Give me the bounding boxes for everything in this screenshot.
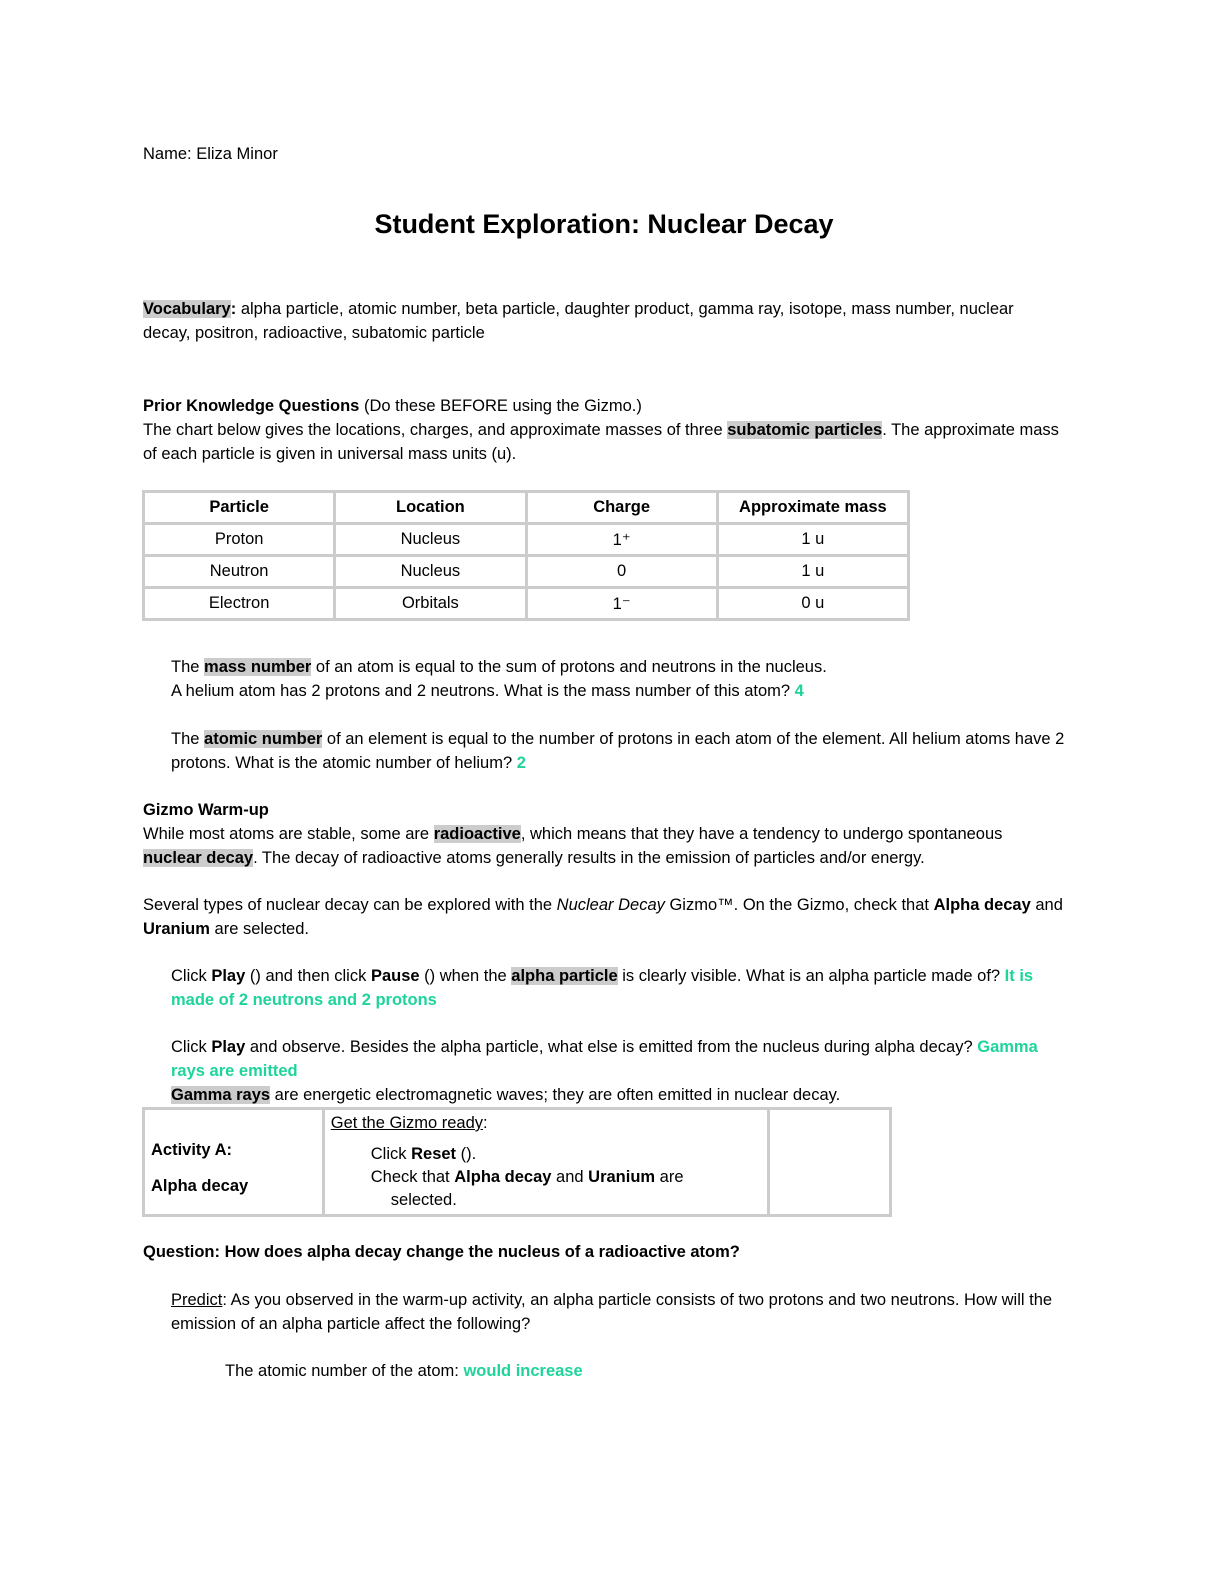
cell: Neutron	[144, 556, 335, 588]
pause-label: Pause	[370, 967, 420, 985]
header-mass: Approximate mass	[717, 492, 908, 524]
table-row	[144, 556, 909, 588]
step-check	[331, 1166, 768, 1189]
text: ().	[456, 1145, 477, 1163]
intro-text-end: . The approximate mass of each particle is given in universal mass units (u).	[143, 421, 1059, 463]
alpha-decay-option: Alpha decay	[454, 1168, 552, 1186]
text: Click	[171, 967, 212, 985]
text: of an atom is equal to the sum of protons and neutrons in the nucleus.	[311, 658, 827, 676]
vocabulary-label: Vocabulary	[143, 300, 231, 318]
uranium-option: Uranium	[588, 1168, 656, 1186]
cell: 0	[526, 556, 717, 588]
activity-a-table	[142, 1107, 892, 1217]
cell: Proton	[144, 524, 335, 556]
text: Several types of nuclear decay can be explored with the	[143, 896, 557, 914]
cell: 1⁻	[526, 588, 717, 620]
text: Gizmo™. On the Gizmo, check that	[664, 896, 934, 914]
activity-label-cell	[144, 1109, 324, 1216]
warmup-heading: Gizmo Warm-up	[143, 801, 269, 819]
header-particle: Particle	[144, 492, 335, 524]
term-atomic-number: atomic number	[204, 730, 323, 748]
uranium-option: Uranium	[143, 920, 210, 938]
answer-alpha-particle[interactable]: It is made of 2 neutrons and 2 protons	[171, 967, 1034, 1009]
activity-question: Question: How does alpha decay change the nucleus of a radioactive atom?	[143, 1243, 740, 1261]
prior-knowledge-note: (Do these BEFORE using the Gizmo.)	[363, 397, 642, 415]
term-radioactive: radioactive	[433, 825, 521, 843]
step-reset	[331, 1143, 768, 1166]
vocabulary-section	[143, 297, 1063, 345]
header-charge: Charge	[526, 492, 717, 524]
table-header-row	[144, 492, 909, 524]
vocabulary-colon: :	[230, 300, 237, 318]
intro-text: The chart below gives the locations, charges, and approximate masses of three	[143, 421, 728, 439]
answer-atomic-prediction[interactable]: would increase	[463, 1362, 583, 1380]
warmup-section	[143, 798, 1063, 870]
cell: 1 u	[717, 524, 908, 556]
ready-heading: Get the Gizmo ready	[330, 1114, 483, 1132]
text: While most atoms are stable, some are	[143, 825, 434, 843]
cell: Electron	[144, 588, 335, 620]
play-label: Play	[211, 1038, 246, 1056]
prediction-label: The atomic number of the atom:	[225, 1362, 464, 1380]
term-alpha-particle: alpha particle	[511, 967, 618, 985]
activity-label: Activity A:	[151, 1141, 232, 1159]
question-text: A helium atom has 2 protons and 2 neutrons. What is the mass number of this atom?	[171, 682, 795, 700]
text: Check that	[370, 1168, 455, 1186]
text: Click	[370, 1145, 412, 1163]
name-label: Name:	[143, 145, 192, 163]
header-location: Location	[335, 492, 526, 524]
mass-number-question	[171, 655, 827, 703]
cell: 0 u	[717, 588, 908, 620]
vocabulary-terms: alpha particle, atomic number, beta particle, daughter product, gamma ray, isotope, mass number, nuclear decay, positron, radioactive, subatomic particle	[143, 300, 1014, 342]
text: are	[655, 1168, 684, 1186]
cell: Nucleus	[335, 524, 526, 556]
answer-emission[interactable]: Gamma rays are emitted	[171, 1038, 1038, 1080]
cell: 1 u	[717, 556, 908, 588]
prior-knowledge-section	[143, 394, 1063, 466]
prior-knowledge-intro	[143, 418, 1063, 466]
term-subatomic-particles: subatomic particles	[727, 421, 883, 439]
image-cell	[769, 1109, 891, 1216]
answer-atomic-number[interactable]: 2	[516, 754, 526, 772]
play-label: Play	[211, 967, 246, 985]
gizmo-ready-cell	[323, 1109, 769, 1216]
table-row	[144, 588, 909, 620]
activity-name: Alpha decay	[151, 1177, 249, 1195]
cell: 1⁺	[526, 524, 717, 556]
gizmo-name: Nuclear Decay	[556, 896, 665, 914]
step-check-cont: selected.	[390, 1191, 457, 1209]
alpha-particle-question	[171, 964, 1061, 1012]
student-name-line	[143, 142, 278, 166]
text: and	[551, 1168, 589, 1186]
text: and	[1030, 896, 1063, 914]
particle-table	[142, 490, 910, 621]
alpha-decay-option: Alpha decay	[933, 896, 1031, 914]
predict-label: Predict	[171, 1291, 223, 1309]
text: are selected.	[209, 920, 309, 938]
question-text: and observe. Besides the alpha particle, what else is emitted from the nucleus during alpha decay?	[245, 1038, 978, 1056]
text: are energetic electromagnetic waves; they are often emitted in nuclear decay.	[270, 1086, 841, 1104]
text: :	[483, 1114, 488, 1132]
question-text: of an element is equal to the number of protons in each atom of the element. All helium atoms have 2 protons. What is the atomic number of helium?	[171, 730, 1065, 772]
reset-label: Reset	[411, 1145, 457, 1163]
term-mass-number: mass number	[204, 658, 312, 676]
predict-section	[171, 1288, 1061, 1336]
emission-question	[171, 1035, 1061, 1083]
text: Click	[171, 1038, 212, 1056]
question-text: is clearly visible. What is an alpha particle made of?	[617, 967, 1005, 985]
text: The	[171, 730, 205, 748]
text: () when the	[419, 967, 512, 985]
gamma-rays-note	[171, 1083, 840, 1107]
text: . The decay of radioactive atoms generally results in the emission of particles and/or energy.	[253, 849, 925, 867]
gizmo-instructions	[143, 893, 1063, 941]
atomic-number-prediction	[225, 1359, 583, 1383]
text: () and then click	[245, 967, 371, 985]
page-title: Student Exploration: Nuclear Decay	[374, 209, 834, 239]
answer-mass-number[interactable]: 4	[794, 682, 804, 700]
text: The	[171, 658, 205, 676]
cell: Nucleus	[335, 556, 526, 588]
text: , which means that they have a tendency to undergo spontaneous	[520, 825, 1003, 843]
cell: Orbitals	[335, 588, 526, 620]
atomic-number-question	[171, 727, 1081, 775]
term-nuclear-decay: nuclear decay	[143, 849, 254, 867]
prior-knowledge-heading: Prior Knowledge Questions	[143, 397, 360, 415]
term-gamma-rays: Gamma rays	[171, 1086, 271, 1104]
table-row	[144, 524, 909, 556]
predict-text: : As you observed in the warm-up activity, an alpha particle consists of two protons and two neutrons. How will the emission of an alpha particle affect the following?	[171, 1291, 1053, 1333]
name-value: Eliza Minor	[196, 145, 278, 163]
